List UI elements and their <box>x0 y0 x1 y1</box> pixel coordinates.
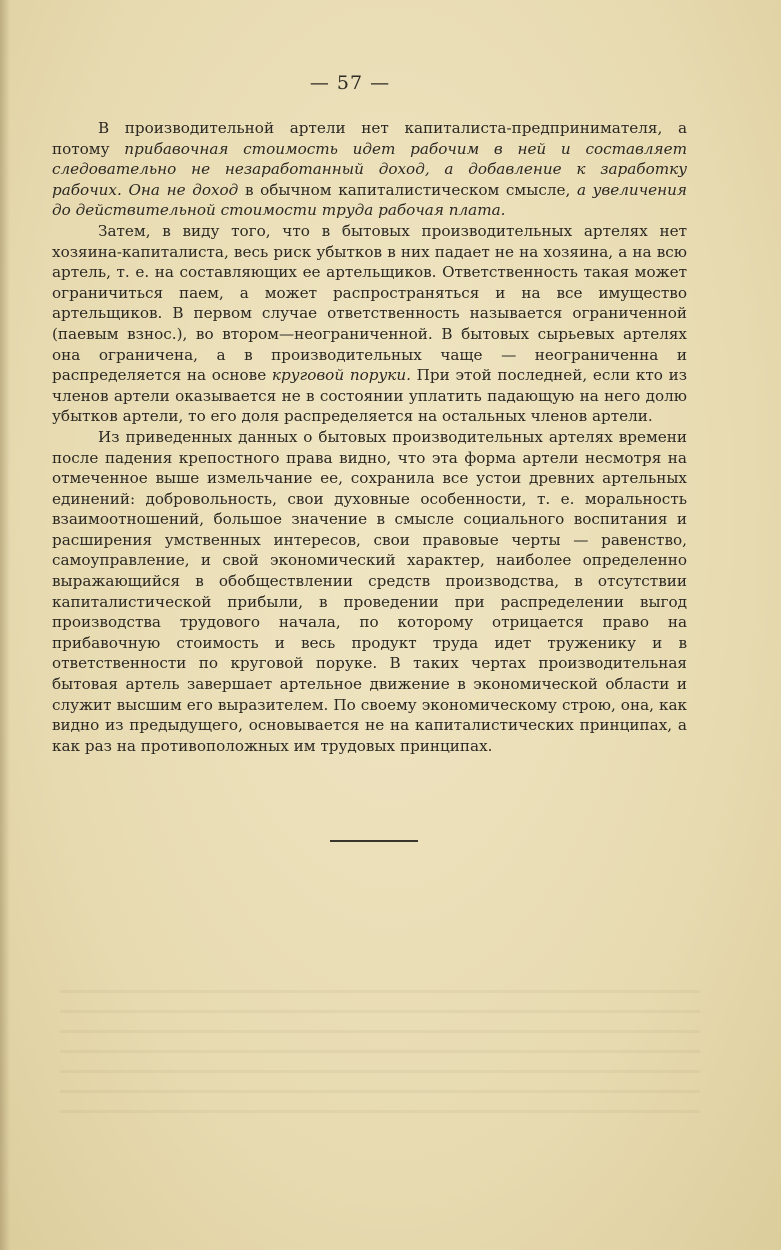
text-segment: В производительной артели нет капиталиста-предпринимателя, а потому <box>52 119 687 158</box>
paragraph-2 <box>52 221 687 427</box>
section-divider-rule <box>330 840 418 842</box>
italic-segment: круговой поруки. <box>271 366 411 385</box>
page-number: — 57 — <box>309 72 391 94</box>
italic-segment: а увеличения до действительной стоимости труда рабочая плата. <box>52 180 687 220</box>
text-segment: в обычном капиталистическом смысле, <box>238 180 577 199</box>
paragraph-3 <box>52 427 687 757</box>
text-segment: Из приведенных данных о бытовых производительных артелях времени после падения крепостного права видно, что эта форма артели несмотря на отмеченное выше измельчание ее, сохранила все устои древних артельных единений: добровольность, свои духовные особенности, т. е. моральность взаимоотношений, большое значение в смысле социального воспитания и расширения умственных интересов, свои правовые черты — равенство, самоуправление, и свой экономический характер, наиболее определенно выражающийся в обобществлении средств производства, в отсутствии капиталистической прибыли, в проведении при распределении выгод производства трудового начала, по которому отрицается право на прибавочную стоимость и весь продукт труда идет труженику и в ответственности по круговой поруке. В таких чертах производительная бытовая артель завершает артельное движение в экономической области и служит высшим его выразителем. По своему экономическому строю, она, как видно из предыдущего, основывается не на капиталистических принципах, а как раз на противоположных им трудовых принципах. <box>52 427 687 755</box>
text-segment: Затем, в виду того, что в бытовых производительных артелях нет хозяина-капиталиста, весь риск убытков в них падает не на хозяина, а на всю артель, т. е. на составляющих ее артельщиков. Ответственность такая может ограничиться паем, а может распространяться и на все имущество артельщиков. В первом случае ответственность называется ограниченной (паевым взнос.), во втором—неограниченной. В бытовых сырьевых артелях она ограничена, а в производительных чаще — неограниченна и распределяется на основе <box>52 221 687 385</box>
paragraph-1 <box>52 118 687 221</box>
italic-segment: прибавочная стоимость идет рабочим в ней и составляет следовательно не незаработанный доход, а добавление к заработку рабочих. Она не доход <box>52 139 688 199</box>
page-edge-shadow <box>0 0 10 1250</box>
reverse-side-bleed-through <box>60 990 700 1120</box>
body-text <box>52 118 687 756</box>
text-segment: При этой последней, если кто из членов артели оказывается не в состоянии уплатить падающую на него долю убытков артели, то его доля распределяется на остальных членов артели. <box>52 366 687 426</box>
